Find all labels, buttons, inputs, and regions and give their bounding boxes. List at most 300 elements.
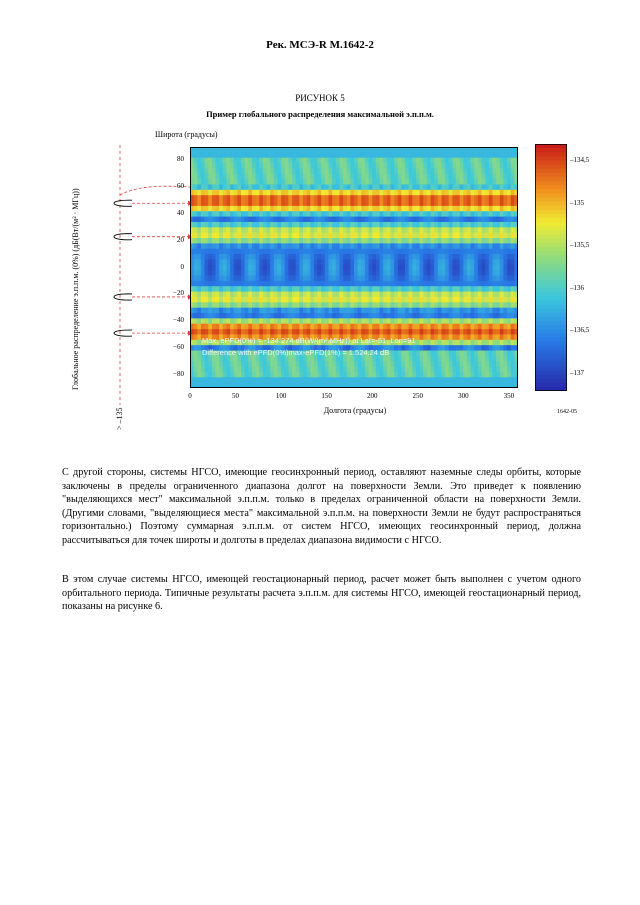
heatmap-cell (434, 297, 438, 303)
heatmap-cell (223, 329, 227, 335)
heatmap-cell (394, 367, 398, 373)
heatmap-cell (332, 329, 336, 335)
heatmap-cell (496, 174, 500, 180)
heatmap-cell (467, 270, 471, 276)
heatmap-cell (274, 227, 278, 233)
heatmap-cell (226, 179, 230, 185)
heatmap-cell (274, 254, 278, 260)
heatmap-cell (427, 281, 431, 287)
heatmap-cell (310, 211, 314, 217)
heatmap-cell (354, 286, 358, 292)
heatmap-cell (226, 329, 230, 335)
colorbar-segment (535, 292, 567, 297)
heatmap-cell (390, 286, 394, 292)
heatmap-cell (507, 270, 511, 276)
heatmap-cell (380, 163, 384, 169)
heatmap-cell (256, 308, 260, 314)
heatmap-cell (274, 297, 278, 303)
heatmap-cell (489, 372, 493, 378)
heatmap-cell (223, 217, 227, 223)
heatmap-cell (401, 184, 405, 190)
heatmap-cell (310, 324, 314, 330)
heatmap-cell (277, 254, 281, 260)
heatmap-cell (409, 201, 413, 207)
heatmap-cell (372, 184, 376, 190)
heatmap-cell (321, 367, 325, 373)
heatmap-cell (234, 254, 238, 260)
x-tick-label: 0 (188, 392, 192, 400)
heatmap-cell (325, 243, 329, 249)
heatmap-cell (321, 201, 325, 207)
heatmap-cell (390, 313, 394, 319)
heatmap-cell (347, 217, 351, 223)
heatmap-cell (201, 308, 205, 314)
heatmap-cell (219, 195, 223, 201)
heatmap-cell (394, 227, 398, 233)
colorbar-segment (535, 189, 567, 194)
heatmap-cell (296, 318, 300, 324)
heatmap-cell (277, 243, 281, 249)
heatmap-cell (303, 190, 307, 196)
heatmap-cell (263, 329, 267, 335)
heatmap-cell (270, 313, 274, 319)
heatmap-cell (328, 238, 332, 244)
heatmap-cell (471, 356, 475, 362)
heatmap-cell (474, 334, 478, 340)
heatmap-cell (380, 286, 384, 292)
heatmap-cell (194, 313, 198, 319)
heatmap-cell (503, 158, 507, 164)
heatmap-cell (474, 356, 478, 362)
heatmap-cell (500, 168, 504, 174)
heatmap-cell (321, 372, 325, 378)
heatmap-cell (361, 318, 365, 324)
heatmap-cell (226, 206, 230, 212)
heatmap-cell (343, 308, 347, 314)
heatmap-cell (358, 286, 362, 292)
heatmap-cell (456, 377, 460, 383)
heatmap-cell (256, 259, 260, 265)
heatmap-cell (420, 340, 424, 346)
heatmap-cell (343, 302, 347, 308)
heatmap-cell (365, 361, 369, 367)
heatmap-cell (256, 152, 260, 158)
heatmap-cell (201, 265, 205, 271)
heatmap-cell (270, 324, 274, 330)
heatmap-cell (463, 286, 467, 292)
heatmap-cell (449, 179, 453, 185)
heatmap-cell (350, 201, 354, 207)
heatmap-cell (259, 201, 263, 207)
heatmap-cell (201, 233, 205, 239)
heatmap-cell (383, 184, 387, 190)
heatmap-cell (474, 217, 478, 223)
heatmap-cell (452, 345, 456, 351)
heatmap-cell (288, 179, 292, 185)
heatmap-cell (467, 329, 471, 335)
heatmap-cell (226, 243, 230, 249)
heatmap-cell (332, 174, 336, 180)
heatmap-cell (496, 334, 500, 340)
heatmap-cell (230, 361, 234, 367)
heatmap-cell (427, 259, 431, 265)
heatmap-cell (332, 308, 336, 314)
heatmap-cell (237, 377, 241, 383)
heatmap-cell (489, 377, 493, 383)
heatmap-cell (296, 367, 300, 373)
heatmap-cell (441, 190, 445, 196)
heatmap-cell (420, 174, 424, 180)
heatmap-cell (434, 377, 438, 383)
heatmap-cell (296, 281, 300, 287)
heatmap-cell (405, 238, 409, 244)
heatmap-cell (405, 281, 409, 287)
heatmap-cell (354, 372, 358, 378)
heatmap-cell (489, 281, 493, 287)
heatmap-cell (219, 377, 223, 383)
heatmap-cell (452, 270, 456, 276)
heatmap-cell (230, 179, 234, 185)
heatmap-cell (474, 195, 478, 201)
heatmap-cell (226, 158, 230, 164)
heatmap-cell (270, 179, 274, 185)
heatmap-cell (347, 174, 351, 180)
heatmap-cell (409, 372, 413, 378)
heatmap-cell (339, 367, 343, 373)
heatmap-cell (270, 217, 274, 223)
heatmap-cell (467, 302, 471, 308)
heatmap-cell (507, 318, 511, 324)
heatmap-cell (332, 281, 336, 287)
heatmap-cell (376, 254, 380, 260)
heatmap-cell (376, 281, 380, 287)
heatmap-cell (401, 249, 405, 255)
heatmap-cell (248, 217, 252, 223)
heatmap-cell (474, 361, 478, 367)
heatmap-cell (412, 217, 416, 223)
heatmap-cell (216, 249, 220, 255)
heatmap-cell (256, 297, 260, 303)
heatmap-cell (307, 227, 311, 233)
heatmap-cell (277, 372, 281, 378)
heatmap-cell (241, 276, 245, 282)
heatmap-cell (310, 243, 314, 249)
heatmap-cell (216, 152, 220, 158)
heatmap-cell (252, 211, 256, 217)
heatmap-cell (310, 313, 314, 319)
heatmap-cell (423, 324, 427, 330)
heatmap-cell (383, 254, 387, 260)
colorbar-segment (535, 210, 567, 215)
heatmap-cell (482, 276, 486, 282)
heatmap-cell (409, 179, 413, 185)
heatmap-cell (489, 211, 493, 217)
heatmap-cell (303, 184, 307, 190)
heatmap-cell (438, 329, 442, 335)
heatmap-cell (285, 227, 289, 233)
heatmap-cell (343, 163, 347, 169)
heatmap-cell (285, 206, 289, 212)
colorbar-segment (535, 222, 567, 227)
heatmap-cell (503, 168, 507, 174)
heatmap-cell (452, 163, 456, 169)
heatmap-cell (492, 243, 496, 249)
heatmap-cell (376, 217, 380, 223)
heatmap-cell (420, 201, 424, 207)
heatmap-cell (281, 377, 285, 383)
heatmap-cell (339, 318, 343, 324)
heatmap-cell (223, 308, 227, 314)
heatmap-cell (296, 329, 300, 335)
heatmap-cell (197, 211, 201, 217)
heatmap-cell (387, 249, 391, 255)
heatmap-cell (197, 340, 201, 346)
heatmap-cell (216, 174, 220, 180)
heatmap-cell (336, 168, 340, 174)
heatmap-cell (223, 313, 227, 319)
heatmap-cell (463, 254, 467, 260)
heatmap-cell (405, 308, 409, 314)
heatmap-cell (434, 292, 438, 298)
heatmap-cell (194, 367, 198, 373)
heatmap-cell (398, 265, 402, 271)
heatmap-cell (369, 372, 373, 378)
heatmap-cell (423, 163, 427, 169)
heatmap-cell (420, 281, 424, 287)
heatmap-cell (401, 152, 405, 158)
heatmap-cell (292, 243, 296, 249)
heatmap-cell (431, 243, 435, 249)
heatmap-cell (205, 152, 209, 158)
heatmap-cell (358, 152, 362, 158)
heatmap-cell (380, 238, 384, 244)
heatmap-cell (288, 372, 292, 378)
heatmap-cell (259, 324, 263, 330)
heatmap-cell (372, 254, 376, 260)
heatmap-cell (485, 243, 489, 249)
heatmap-cell (503, 174, 507, 180)
heatmap-cell (259, 297, 263, 303)
heatmap-cell (321, 190, 325, 196)
heatmap-cell (412, 313, 416, 319)
heatmap-cell (478, 152, 482, 158)
heatmap-cell (398, 297, 402, 303)
heatmap-cell (303, 286, 307, 292)
heatmap-cell (405, 361, 409, 367)
heatmap-cell (336, 206, 340, 212)
heatmap-cell (310, 308, 314, 314)
heatmap-cell (361, 276, 365, 282)
heatmap-cell (376, 243, 380, 249)
heatmap-cell (270, 361, 274, 367)
heatmap-cell (230, 233, 234, 239)
heatmap-cell (318, 372, 322, 378)
heatmap-cell (412, 195, 416, 201)
heatmap-cell (288, 249, 292, 255)
heatmap-cell (365, 179, 369, 185)
heatmap-cell (427, 152, 431, 158)
heatmap-cell (372, 308, 376, 314)
heatmap-cell (398, 329, 402, 335)
heatmap-cell (358, 201, 362, 207)
heatmap-cell (292, 313, 296, 319)
heatmap-cell (460, 222, 464, 228)
heatmap-cell (452, 372, 456, 378)
heatmap-cell (347, 324, 351, 330)
heatmap-cell (310, 367, 314, 373)
heatmap-cell (467, 243, 471, 249)
heatmap-cell (358, 372, 362, 378)
heatmap-cell (507, 179, 511, 185)
heatmap-cell (201, 184, 205, 190)
heatmap-cell (281, 211, 285, 217)
heatmap-cell (463, 270, 467, 276)
heatmap-cell (350, 217, 354, 223)
heatmap-cell (194, 265, 198, 271)
heatmap-cell (256, 158, 260, 164)
heatmap-cell (405, 168, 409, 174)
heatmap-cell (325, 281, 329, 287)
heatmap-cell (420, 334, 424, 340)
heatmap-cell (390, 195, 394, 201)
heatmap-cell (369, 361, 373, 367)
heatmap-cell (343, 377, 347, 383)
heatmap-cell (197, 281, 201, 287)
paragraph-1: С другой стороны, системы НГСО, имеющие геосинхронный период, оставляют наземные следы орбиты, которые заключены в пределы ограниченного диапазона долгот на поверхности Земли. Это приведет к появлению "выделяющихся мест" максимальной э.п.п.м. только в пределах ограниченной области на поверхности Земли. (Другими словами, "выделяющиеся места" максимальной э.п.п.м. на поверхности Земли не будут распространяться горизонтально.) Поэтому суммарная э.п.п.м. от систем НГСО, имеющих геосинхронный период, должна рассчитываться для точек широты и долготы в пределах диапазона видимости с НГСО. (62, 467, 581, 546)
heatmap-cell (376, 367, 380, 373)
heatmap-cell (267, 367, 271, 373)
heatmap-cell (208, 217, 212, 223)
heatmap-cell (259, 195, 263, 201)
heatmap-cell (474, 265, 478, 271)
heatmap-cell (328, 152, 332, 158)
heatmap-cell (252, 297, 256, 303)
heatmap-cell (205, 281, 209, 287)
colorbar-tick-label: –135 (570, 198, 584, 207)
heatmap-cell (267, 302, 271, 308)
heatmap-cell (485, 377, 489, 383)
heatmap-cell (358, 302, 362, 308)
heatmap-cell (500, 324, 504, 330)
heatmap-cell (438, 308, 442, 314)
heatmap-cell (226, 281, 230, 287)
heatmap-cell (511, 158, 515, 164)
x-tick-label: 200 (366, 392, 378, 400)
heatmap-cell (427, 308, 431, 314)
heatmap-cell (390, 254, 394, 260)
heatmap-cell (474, 313, 478, 319)
heatmap-cell (274, 270, 278, 276)
heatmap-cell (245, 302, 249, 308)
heatmap-cell (434, 302, 438, 308)
heatmap-cell (332, 259, 336, 265)
heatmap-cell (398, 249, 402, 255)
heatmap-cell (441, 249, 445, 255)
heatmap-cell (310, 201, 314, 207)
heatmap-cell (434, 351, 438, 357)
heatmap-cell (216, 195, 220, 201)
heatmap-cell (288, 265, 292, 271)
heatmap-cell (205, 168, 209, 174)
heatmap-cell (380, 313, 384, 319)
heatmap-cell (321, 206, 325, 212)
heatmap-cell (409, 238, 413, 244)
heatmap-cell (401, 276, 405, 282)
heatmap-cell (336, 329, 340, 335)
heatmap-cell (292, 217, 296, 223)
heatmap-cell (383, 318, 387, 324)
heatmap-cell (452, 356, 456, 362)
heatmap-cell (354, 190, 358, 196)
heatmap-cell (343, 270, 347, 276)
heatmap-cell (307, 174, 311, 180)
heatmap-cell (299, 222, 303, 228)
heatmap-cell (460, 281, 464, 287)
heatmap-cell (398, 313, 402, 319)
heatmap-cell (412, 249, 416, 255)
heatmap-cell (405, 318, 409, 324)
heatmap-cell (394, 329, 398, 335)
heatmap-cell (460, 211, 464, 217)
heatmap-cell (365, 254, 369, 260)
heatmap-cell (492, 222, 496, 228)
heatmap-cell (467, 158, 471, 164)
heatmap-cell (310, 179, 314, 185)
heatmap-cell (412, 238, 416, 244)
heatmap-cell (474, 206, 478, 212)
heatmap-cell (310, 158, 314, 164)
heatmap-cell (474, 152, 478, 158)
heatmap-cell (467, 179, 471, 185)
heatmap-cell (492, 174, 496, 180)
heatmap-cell (241, 233, 245, 239)
heatmap-cell (482, 152, 486, 158)
heatmap-cell (478, 254, 482, 260)
heatmap-cell (267, 372, 271, 378)
heatmap-cell (489, 259, 493, 265)
heatmap-cell (197, 351, 201, 357)
heatmap-cell (274, 318, 278, 324)
heatmap-cell (489, 324, 493, 330)
heatmap-cell (216, 318, 220, 324)
heatmap-cell (343, 190, 347, 196)
heatmap-cell (503, 361, 507, 367)
heatmap-cell (474, 201, 478, 207)
heatmap-cell (401, 243, 405, 249)
heatmap-cell (500, 222, 504, 228)
heatmap-cell (328, 313, 332, 319)
heatmap-cell (252, 163, 256, 169)
heatmap-cell (296, 372, 300, 378)
heatmap-cell (325, 377, 329, 383)
heatmap-cell (241, 297, 245, 303)
heatmap-cell (485, 345, 489, 351)
heatmap-cell (452, 302, 456, 308)
heatmap-cell (482, 351, 486, 357)
heatmap-cell (456, 163, 460, 169)
y-tick-label: −60 (173, 342, 184, 351)
heatmap-cell (376, 152, 380, 158)
colorbar-tick-label: –134,5 (570, 156, 590, 165)
heatmap-cell (208, 302, 212, 308)
heatmap-cell (212, 222, 216, 228)
heatmap-cell (321, 302, 325, 308)
heatmap-cell (503, 206, 507, 212)
heatmap-cell (438, 238, 442, 244)
heatmap-cell (208, 324, 212, 330)
heatmap-cell (274, 217, 278, 223)
heatmap-cell (405, 217, 409, 223)
